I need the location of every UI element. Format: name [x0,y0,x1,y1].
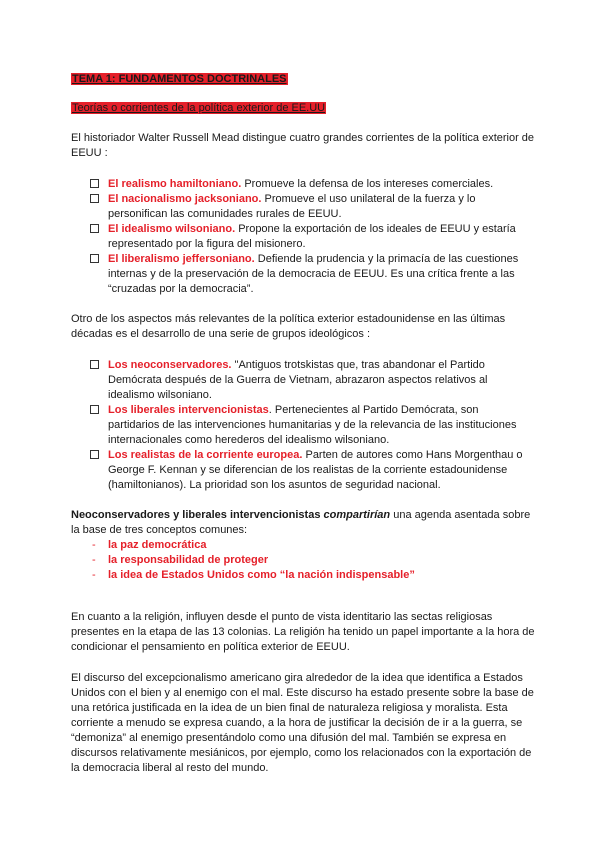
checkbox-icon[interactable] [90,224,99,233]
group-item-european-realists: Los realistas de la corriente europea. Parten de autores como Hans Morgenthau o George F. Kennan y se diferencian de los realistas de la corriente estadounidense (hamiltonianos). La prioridad son los asuntos de seguridad nacional. [90,448,530,493]
concept-item: - la responsabilidad de proteger [92,554,269,566]
shared-agenda-paragraph: Neoconservadores y liberales intervencionistas compartirían una agenda asentada sobre la base de tres conceptos comunes: [71,509,531,536]
concept-item: - la idea de Estados Unidos como “la nación indispensable” [92,569,415,581]
checkbox-icon[interactable] [90,254,99,263]
current-item-jacksonian: El nacionalismo jacksoniano. Promueve el uso unilateral de la fuerza y lo personifican las comunidades rurales de EEUU. [90,192,530,222]
intro-paragraph: El historiador Walter Russell Mead distingue cuatro grandes corrientes de la política exterior de EEUU : [71,132,535,159]
current-item-wilsonian: El idealismo wilsoniano. Propone la exportación de los ideales de EEUU y estaría representado por la figura del misionero. [90,222,530,252]
concept-item: - la paz democrática [92,539,207,551]
exceptionalism-paragraph: El discurso del excepcionalismo americano gira alrededor de la idea que identifica a Estados Unidos con el bien y al enemigo con el mal. Este discurso ha estado presente sobre la base de una retórica justificada en la idea de un bien final de naturaleza religiosa y moralista. Esta corriente a menudo se expresa cuando, a la hora de justificar la decisión de ir a la guerra, se “demoniza” al enemigo presentándolo como una difusión del mal. También se expresa en discursos relativamente mesiánicos, por ejemplo, como los relacionados con la exportación de la democracia liberal al resto del mundo. [71,672,534,774]
checkbox-icon[interactable] [90,179,99,188]
checkbox-icon[interactable] [90,450,99,459]
currents-checklist [90,177,530,297]
religion-paragraph: En cuanto a la religión, influyen desde el punto de vista identitario las sectas religiosas presentes en la etapa de las 13 colonias. La religión ha tenido un papel importante a la hora de condicionar el pensamiento en política exterior de EEUU. [71,611,535,653]
section-subtitle: Teorías o corrientes de la política exterior de EE.UU [72,102,326,114]
current-item-hamiltonian: El realismo hamiltoniano. Promueve la defensa de los intereses comerciales. [90,177,530,192]
group-item-liberal-interventionists: Los liberales intervencionistas. Pertenecientes al Partido Demócrata, son partidarios de las intervenciones humanitarias y de la relevancia de las instituciones internacionales como herederos del idealismo wilsoniano. [90,403,530,448]
groups-intro-paragraph: Otro de los aspectos más relevantes de la política exterior estadounidense en las últimas décadas es el desarrollo de una serie de grupos ideológicos : [71,313,506,340]
checkbox-icon[interactable] [90,405,99,414]
shared-concepts-list [92,538,415,583]
document-title: TEMA 1: FUNDAMENTOS DOCTRINALES [72,73,287,85]
current-item-jeffersonian: El liberalismo jeffersoniano. Defiende la prudencia y la primacía de las cuestiones internas y de la preservación de la democracia de EEUU. Es una crítica frente a las “cruzadas por la democracia”. [90,252,530,297]
group-item-neoconservatives: Los neoconservadores. "Antiguos trotskistas que, tras abandonar el Partido Demócrata después de la Guerra de Vietnam, abrazaron aspectos relativos al idealismo wilsoniano. [90,358,530,403]
groups-checklist [90,358,530,493]
checkbox-icon[interactable] [90,194,99,203]
checkbox-icon[interactable] [90,360,99,369]
